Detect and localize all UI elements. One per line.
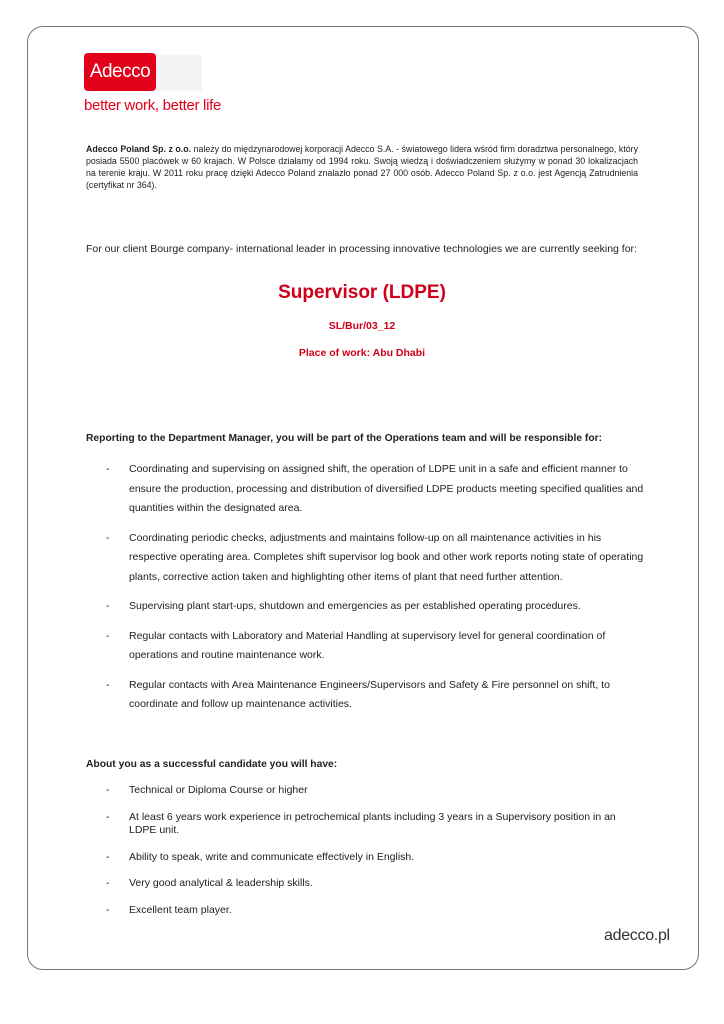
list-item	[86, 784, 646, 798]
bullet-dash: -	[106, 784, 110, 796]
bullet-dash: -	[106, 903, 110, 916]
candidate-list	[86, 784, 646, 930]
list-item-text: Supervising plant start-ups, shutdown and emergencies as per established operating procedures.	[129, 600, 581, 612]
bullet-dash: -	[106, 463, 110, 475]
list-item	[86, 676, 646, 715]
list-item-text: Excellent team player.	[129, 903, 232, 916]
logo-badge: Adecco	[84, 53, 156, 91]
adecco-logo	[84, 53, 224, 119]
list-item	[86, 529, 646, 588]
list-item-text: Technical or Diploma Course or higher	[129, 784, 308, 796]
responsibilities-heading: Reporting to the Department Manager, you will be part of the Operations team and will be responsible for:	[86, 433, 603, 444]
logo-background	[156, 55, 202, 91]
job-location: Place of work: Abu Dhabi	[298, 347, 426, 359]
bullet-dash: -	[106, 531, 110, 544]
list-item	[86, 597, 646, 617]
company-intro	[86, 143, 638, 191]
bullet-dash: -	[106, 810, 110, 823]
bullet-dash: -	[106, 629, 110, 642]
bullet-dash: -	[106, 850, 110, 863]
client-intro: For our client Bourge company- international leader in processing innovative technologies we are currently seeking for:	[86, 243, 637, 255]
list-item-text: At least 6 years work experience in petrochemical plants including 3 years in a Supervisory position in an LDPE unit.	[129, 810, 616, 836]
list-item	[86, 877, 646, 891]
job-reference: SL/Bur/03_12	[328, 320, 396, 332]
bullet-dash: -	[106, 600, 110, 612]
list-item-text: Regular contacts with Area Maintenance Engineers/Supervisors and Safety & Fire personnel on shift, to coordinate and follow up maintenance activities.	[129, 678, 610, 710]
list-item	[86, 627, 646, 666]
list-item	[86, 811, 646, 838]
logo-tagline: better work, better life	[84, 97, 222, 114]
bullet-dash: -	[106, 678, 110, 691]
company-description: należy do międzynarodowej korporacji Adecco S.A. - światowego lidera wśród firm doradztwa personalnego, który posiada 5500 placówek w 60 krajach. W Polsce działamy od 1994 roku. Swoją wiedzą i doświadczeniem służymy w ponad 30 lokalizacjach na terenie kraju. W 2011 roku pracę dzięki Adecco Poland znalazło ponad 27 000 osób. Adecco Poland Sp. z o.o. jest Agencją Zatrudnienia (certyfikat nr 364).	[86, 144, 638, 190]
list-item	[86, 904, 646, 918]
bullet-dash: -	[106, 877, 110, 889]
company-name: Adecco Poland Sp. z o.o.	[86, 144, 192, 154]
list-item-text: Very good analytical & leadership skills.	[129, 877, 313, 889]
footer-website: adecco.pl	[604, 927, 670, 944]
candidate-heading: About you as a successful candidate you will have:	[86, 759, 338, 770]
list-item	[86, 851, 646, 865]
list-item-text: Coordinating periodic checks, adjustments and maintains follow-up on all maintenance activities in his respective operating area. Completes shift supervisor log book and other work reports noting state of operating plants, corrective action taken and highlighting other items of plant that need further attention.	[129, 531, 644, 583]
list-item	[86, 460, 646, 519]
list-item-text: Ability to speak, write and communicate effectively in English.	[129, 850, 415, 863]
list-item-text: Regular contacts with Laboratory and Material Handling at supervisory level for general coordination of operations and routine maintenance work.	[129, 629, 606, 661]
list-item-text: Coordinating and supervising on assigned shift, the operation of LDPE unit in a safe and efficient manner to ensure the production, processing and distribution of diversified LDPE products meeting specified qualities and quantities within the designated area.	[129, 463, 644, 514]
job-title: Supervisor (LDPE)	[278, 282, 446, 303]
responsibilities-list	[86, 460, 646, 725]
